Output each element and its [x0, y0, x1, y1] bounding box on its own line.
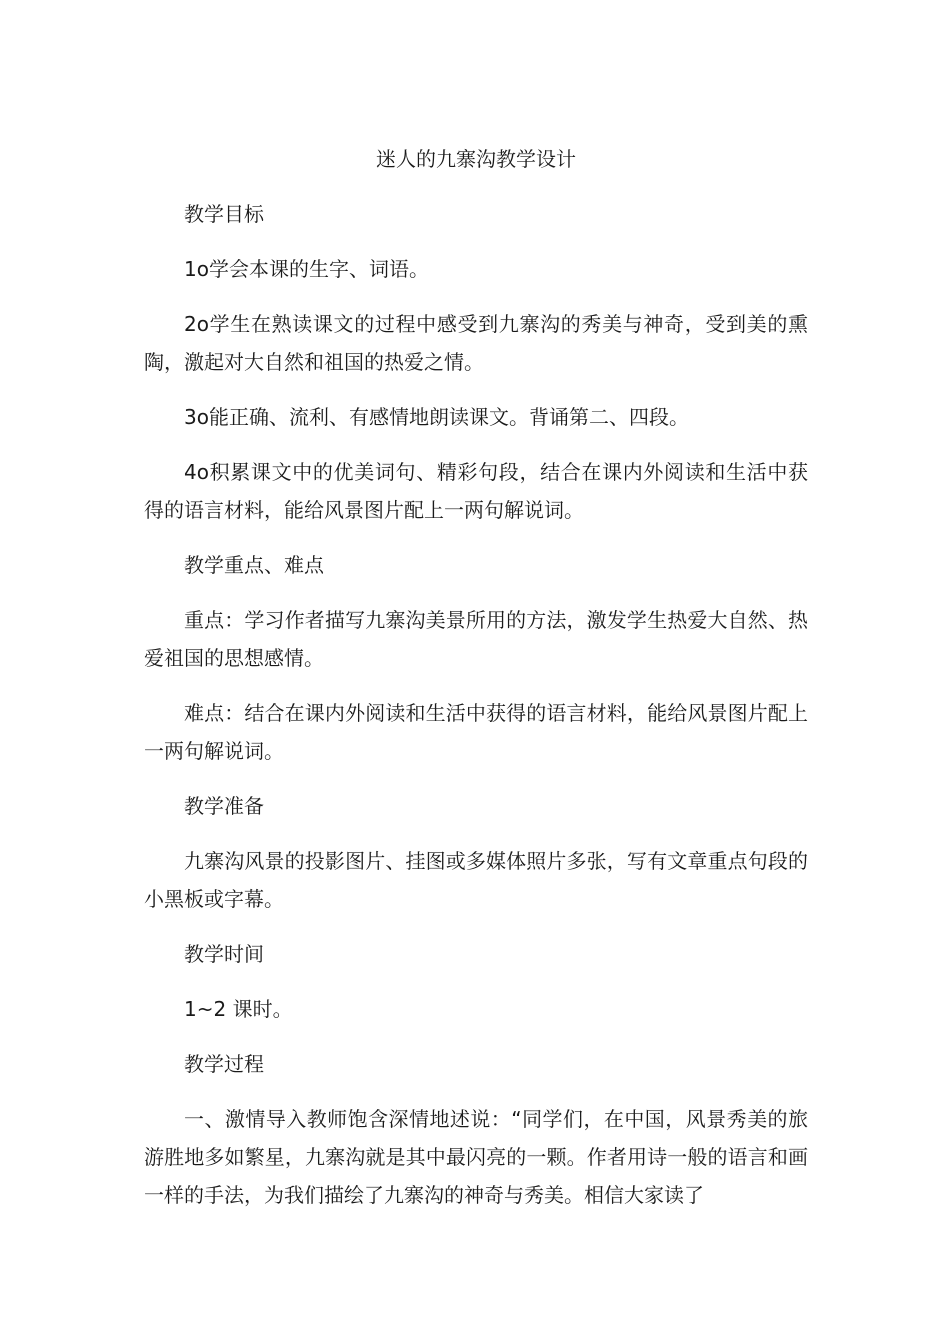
heading-preparation: 教学准备 [184, 794, 264, 818]
goal-item-4: 4o积累课文中的优美词句、精彩句段，结合在课内外阅读和生活中获得的语言材料，能给风景图片配上一两句解说词。 [144, 460, 808, 522]
goal-item-3: 3o能正确、流利、有感情地朗读课文。背诵第二、四段。 [184, 405, 689, 429]
goal-item-1: 1o学会本课的生字、词语。 [184, 257, 429, 281]
document-title: 迷人的九寨沟教学设计 [376, 147, 576, 171]
key-point-text: 重点：学习作者描写九寨沟美景所用的方法，激发学生热爱大自然、热爱祖国的思想感情。 [144, 608, 808, 670]
preparation-text: 九寨沟风景的投影图片、挂图或多媒体照片多张，写有文章重点句段的小黑板或字幕。 [144, 849, 808, 911]
heading-teaching-time: 教学时间 [184, 942, 264, 966]
document-page [144, 140, 808, 1231]
heading-teaching-process: 教学过程 [184, 1052, 264, 1076]
heading-key-points: 教学重点、难点 [184, 553, 324, 577]
teaching-time-text: 1~2 课时。 [184, 997, 293, 1021]
heading-teaching-goals: 教学目标 [184, 202, 264, 226]
goal-item-2: 2o学生在熟读课文的过程中感受到九寨沟的秀美与神奇，受到美的熏陶，激起对大自然和祖国的热爱之情。 [144, 312, 808, 374]
process-step-1: 一、激情导入教师饱含深情地述说：“同学们，在中国，风景秀美的旅游胜地多如繁星，九寨沟就是其中最闪亮的一颗。作者用诗一般的语言和画一样的手法，为我们描绘了九寨沟的神奇与秀美。相信大家读了 [144, 1107, 808, 1207]
difficulty-text: 难点：结合在课内外阅读和生活中获得的语言材料，能给风景图片配上一两句解说词。 [144, 701, 808, 763]
